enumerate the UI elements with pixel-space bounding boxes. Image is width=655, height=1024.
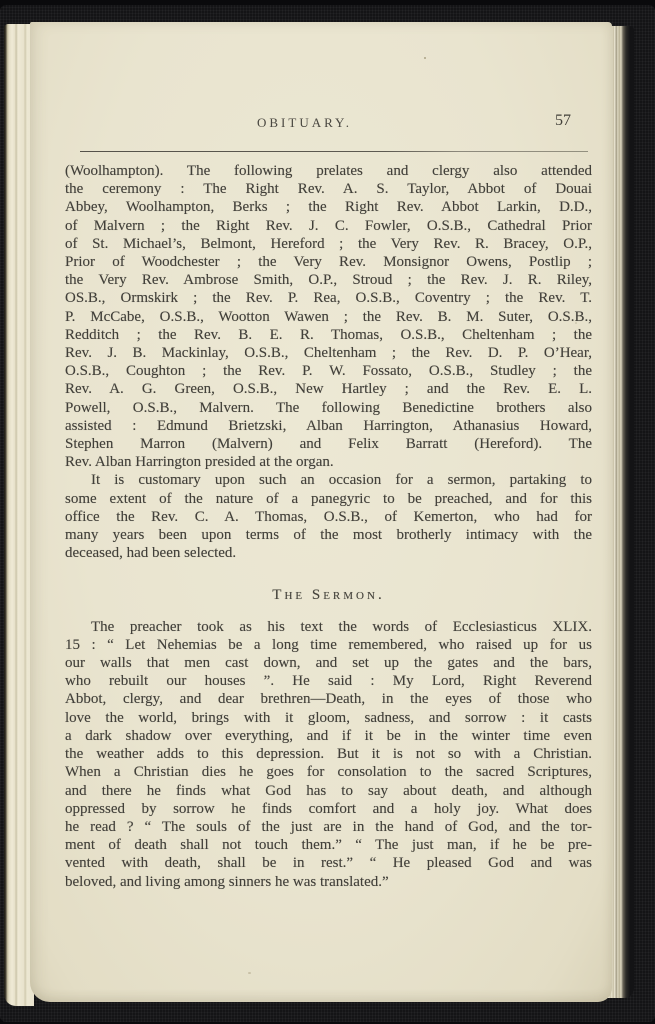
text-line: It is customary upon such an occasion for a sermon, partaking to <box>91 472 592 489</box>
text-line: our walls that men cast down, and set up the gates and the bars, <box>65 655 592 672</box>
book-page <box>30 22 612 1002</box>
text-line: of St. Michael’s, Belmont, Hereford ; the Very Rev. R. Bracey, O.P., <box>65 235 592 252</box>
text-line: love the world, brings with it gloom, sadness, and sorrow : it casts <box>65 709 592 726</box>
text-line: Rev. Alban Harrington presided at the organ. <box>65 454 334 471</box>
text-line: Redditch ; the Rev. B. E. R. Thomas, O.S.B., Cheltenham ; the <box>65 326 592 343</box>
section-heading: The Sermon. <box>272 587 385 604</box>
text-line: assisted : Edmund Brietzski, Alban Harrington, Athanasius Howard, <box>65 417 592 434</box>
text-line: a dark shadow over everything, and if it be in the winter time even <box>65 727 592 744</box>
running-title: OBITUARY. <box>256 115 353 130</box>
text-line: Abbot, clergy, and dear brethren—Death, in the eyes of those who <box>65 691 592 708</box>
text-line: The preacher took as his text the words of Ecclesiasticus XLIX. <box>91 618 592 635</box>
text-line: Powell, O.S.B., Malvern. The following Benedictine brothers also <box>65 399 592 416</box>
running-head <box>65 114 592 132</box>
paper-speck <box>424 57 426 59</box>
paper-speck <box>575 322 577 324</box>
text-line: the weather adds to this depression. But it is not so with a Christian. <box>65 746 592 763</box>
text-line: who rebuilt our houses ”. He said : My Lord, Right Reverend <box>65 673 592 690</box>
text-line: Rev. A. G. Green, O.S.B., New Hartley ; and the Rev. E. L. <box>65 381 592 398</box>
text-line: deceased, had been selected. <box>65 545 237 562</box>
text-line: 15 : “ Let Nehemias be a long time remembered, who raised up for us <box>65 636 592 653</box>
text-line: Rev. J. B. Mackinlay, O.S.B., Cheltenham ; the Rev. D. P. O’Hear, <box>65 345 592 362</box>
paragraph-attendees <box>65 162 592 471</box>
text-line: office the Rev. C. A. Thomas, O.S.B., of Kemerton, who had for <box>65 508 592 525</box>
text-line: ment of death shall not touch them.” “ The just man, if he be pre- <box>65 837 592 854</box>
text-line: some extent of the nature of a panegyric to be preached, and for this <box>65 490 592 507</box>
text-line: oppressed by sorrow he finds comfort and a holy joy. What does <box>65 800 592 817</box>
text-line: and there he finds what God has to say about death, and although <box>65 782 592 799</box>
text-line: OS.B., Ormskirk ; the Rev. P. Rea, O.S.B., Coventry ; the Rev. T. <box>65 290 592 307</box>
text-line: P. McCabe, O.S.B., Wootton Wawen ; the Rev. B. M. Suter, O.S.B., <box>65 308 592 325</box>
text-line: When a Christian dies he goes for consolation to the sacred Scriptures, <box>65 764 592 781</box>
text-line: of Malvern ; the Right Rev. J. C. Fowler, O.S.B., Cathedral Prior <box>65 217 592 234</box>
text-line: Stephen Marron (Malvern) and Felix Barratt (Hereford). The <box>65 436 592 453</box>
text-block <box>65 162 592 891</box>
text-line: the ceremony : The Right Rev. A. S. Taylor, Abbot of Douai <box>65 181 592 198</box>
text-line: the Very Rev. Ambrose Smith, O.P., Stroud ; the Rev. J. R. Riley, <box>65 272 592 289</box>
page-number: 57 <box>555 112 571 129</box>
text-line: (Woolhampton). The following prelates and clergy also attended <box>65 163 592 179</box>
text-line: beloved, and living among sinners he was translated.” <box>65 873 389 890</box>
paper-speck <box>248 972 251 974</box>
text-line: many years been upon terms of the most brotherly intimacy with the <box>65 527 592 544</box>
text-line: vented with death, shall be in rest.” “ He pleased God and was <box>65 855 592 872</box>
text-line: Abbey, Woolhampton, Berks ; the Right Rev. Abbot Larkin, D.D., <box>65 199 592 216</box>
paragraph-sermon-intro <box>65 471 592 562</box>
text-line: he read ? “ The souls of the just are in the hand of God, and the tor- <box>65 818 592 835</box>
text-line: O.S.B., Coughton ; the Rev. P. W. Fossato, O.S.B., Studley ; the <box>65 363 592 380</box>
paragraph-sermon-text <box>65 618 592 891</box>
text-line: Prior of Woodchester ; the Very Rev. Monsignor Owens, Postlip ; <box>65 254 592 271</box>
header-rule <box>80 151 588 152</box>
